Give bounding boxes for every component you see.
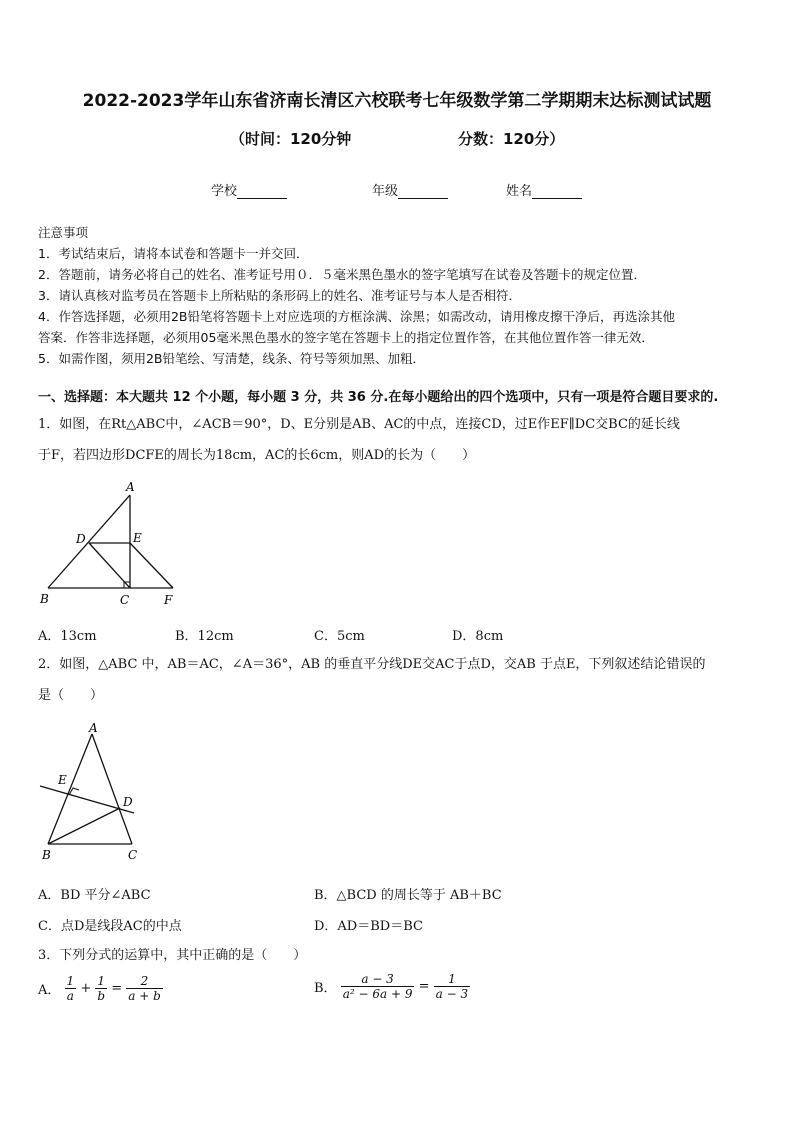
notice-block — [38, 222, 758, 369]
school-field — [211, 180, 287, 199]
fraction: $\frac{1}{a}$ — [66, 974, 75, 1003]
q1-option-d[interactable]: D．8cm — [452, 629, 504, 644]
exam-title: 2022-2023学年山东省济南长清区六校联考七年级数学第二学期期末达标测试试题 — [82, 91, 712, 111]
segment-ac — [92, 734, 132, 844]
q2-option-d[interactable]: D．AD＝BD＝BC — [314, 919, 423, 934]
q1-line2: 于F，若四边形DCFE的周长为18cm，AC的长6cm，则AD的长为（ ） — [38, 448, 476, 463]
exam-time: （时间：120分钟 — [230, 130, 352, 148]
q1-line1: 1．如图，在Rt△ABC中，∠ACB＝90°，D、E分别是AB、AC的中点，连接CD，过E作EF∥DC交BC的延长线 — [38, 417, 680, 432]
equals-sign: = — [418, 979, 430, 994]
notice-item: 3．请认真核对监考员在答题卡上所粘贴的条形码上的姓名、准考证号与本人是否相符． — [38, 288, 521, 303]
exam-score: 分数：120分） — [458, 130, 565, 148]
q3-line1: 3．下列分式的运算中，其中正确的是（ ） — [38, 948, 307, 963]
name-blank[interactable] — [532, 185, 582, 199]
grade-label: 年级 — [372, 184, 399, 199]
fraction: $\frac{a - 3}{\text{a² − 6a + 9}}$ — [342, 972, 413, 1001]
notice-item: 5．如需作图，须用2B铅笔绘、写清楚，线条、符号等须加黑、加粗． — [38, 351, 425, 366]
name-field — [506, 180, 582, 199]
option-label: B． — [314, 981, 337, 996]
segment-ef — [130, 543, 173, 588]
label-c: C — [128, 848, 138, 862]
grade-blank[interactable] — [398, 185, 448, 199]
segment-dc — [89, 543, 130, 588]
fraction: $\frac{1}{b}$ — [97, 974, 106, 1003]
equals-sign: = — [111, 981, 123, 996]
label-a: A — [126, 480, 135, 494]
question-3 — [38, 940, 758, 971]
q2-figure — [34, 720, 154, 865]
q2-option-a[interactable]: A．BD 平分∠ABC — [38, 888, 151, 903]
label-e: E — [133, 531, 142, 545]
plus-sign: + — [80, 981, 92, 996]
grade-field — [372, 180, 448, 199]
name-label: 姓名 — [506, 184, 533, 199]
q2-line1: 2．如图，△ABC 中，AB＝AC，∠A＝36°，AB 的垂直平分线DE交AC于点D，交AB 于点E，下列叙述结论错误的 — [38, 657, 706, 672]
notice-item: 1．考试结束后，请将本试卷和答题卡一并交回． — [38, 246, 309, 261]
q2-option-c[interactable]: C．点D是线段AC的中点 — [38, 919, 182, 934]
q1-option-b[interactable]: B．12cm — [175, 629, 234, 644]
notice-heading: 注意事项 — [38, 225, 89, 240]
question-1 — [38, 409, 758, 471]
fraction: $\frac{1}{a - 3}$ — [435, 972, 469, 1001]
label-a: A — [89, 721, 98, 735]
label-d: D — [76, 532, 86, 546]
label-b: B — [40, 592, 49, 606]
q3-option-a[interactable] — [38, 974, 163, 1003]
notice-item: 答案．作答非选择题，必须用05毫米黑色墨水的签字笔在答题卡上的指定位置作答，在其他位置作答一律无效． — [38, 330, 654, 345]
school-blank[interactable] — [237, 185, 287, 199]
notice-item: 2．答题前，请务必将自己的姓名、准考证号用０．５毫米黑色墨水的签字笔填写在试卷及答题卡的规定位置． — [38, 267, 646, 282]
label-b: B — [42, 848, 51, 862]
label-e: E — [58, 773, 67, 787]
q3-option-b[interactable] — [314, 972, 470, 1001]
section-heading: 一、选择题：本大题共 12 个小题，每小题 3 分，共 36 分.在每小题给出的四个选项中，只有一项是符合题目要求的. — [38, 390, 719, 405]
segment-ab — [48, 734, 92, 844]
fraction: $\frac{2}{a + b}$ — [128, 974, 161, 1003]
label-d: D — [123, 795, 133, 809]
q2-option-b[interactable]: B．△BCD 的周长等于 AB＋BC — [314, 888, 502, 903]
question-2 — [38, 649, 758, 711]
perpendicular-bisector-de — [40, 786, 134, 813]
q1-option-a[interactable]: A．13cm — [38, 629, 97, 644]
label-c: C — [120, 593, 130, 607]
notice-item: 4．作答选择题，必须用2B铅笔将答题卡上对应选项的方框涂满、涂黑；如需改动，请用橡皮擦干净后，再选涂其他 — [38, 309, 675, 324]
option-label: A． — [38, 983, 61, 998]
segment-bd — [48, 808, 120, 844]
q1-option-c[interactable]: C．5cm — [314, 629, 365, 644]
label-f: F — [164, 593, 173, 607]
q1-figure — [36, 480, 186, 610]
q2-line2: 是（ ） — [38, 688, 104, 703]
school-label: 学校 — [211, 184, 238, 199]
